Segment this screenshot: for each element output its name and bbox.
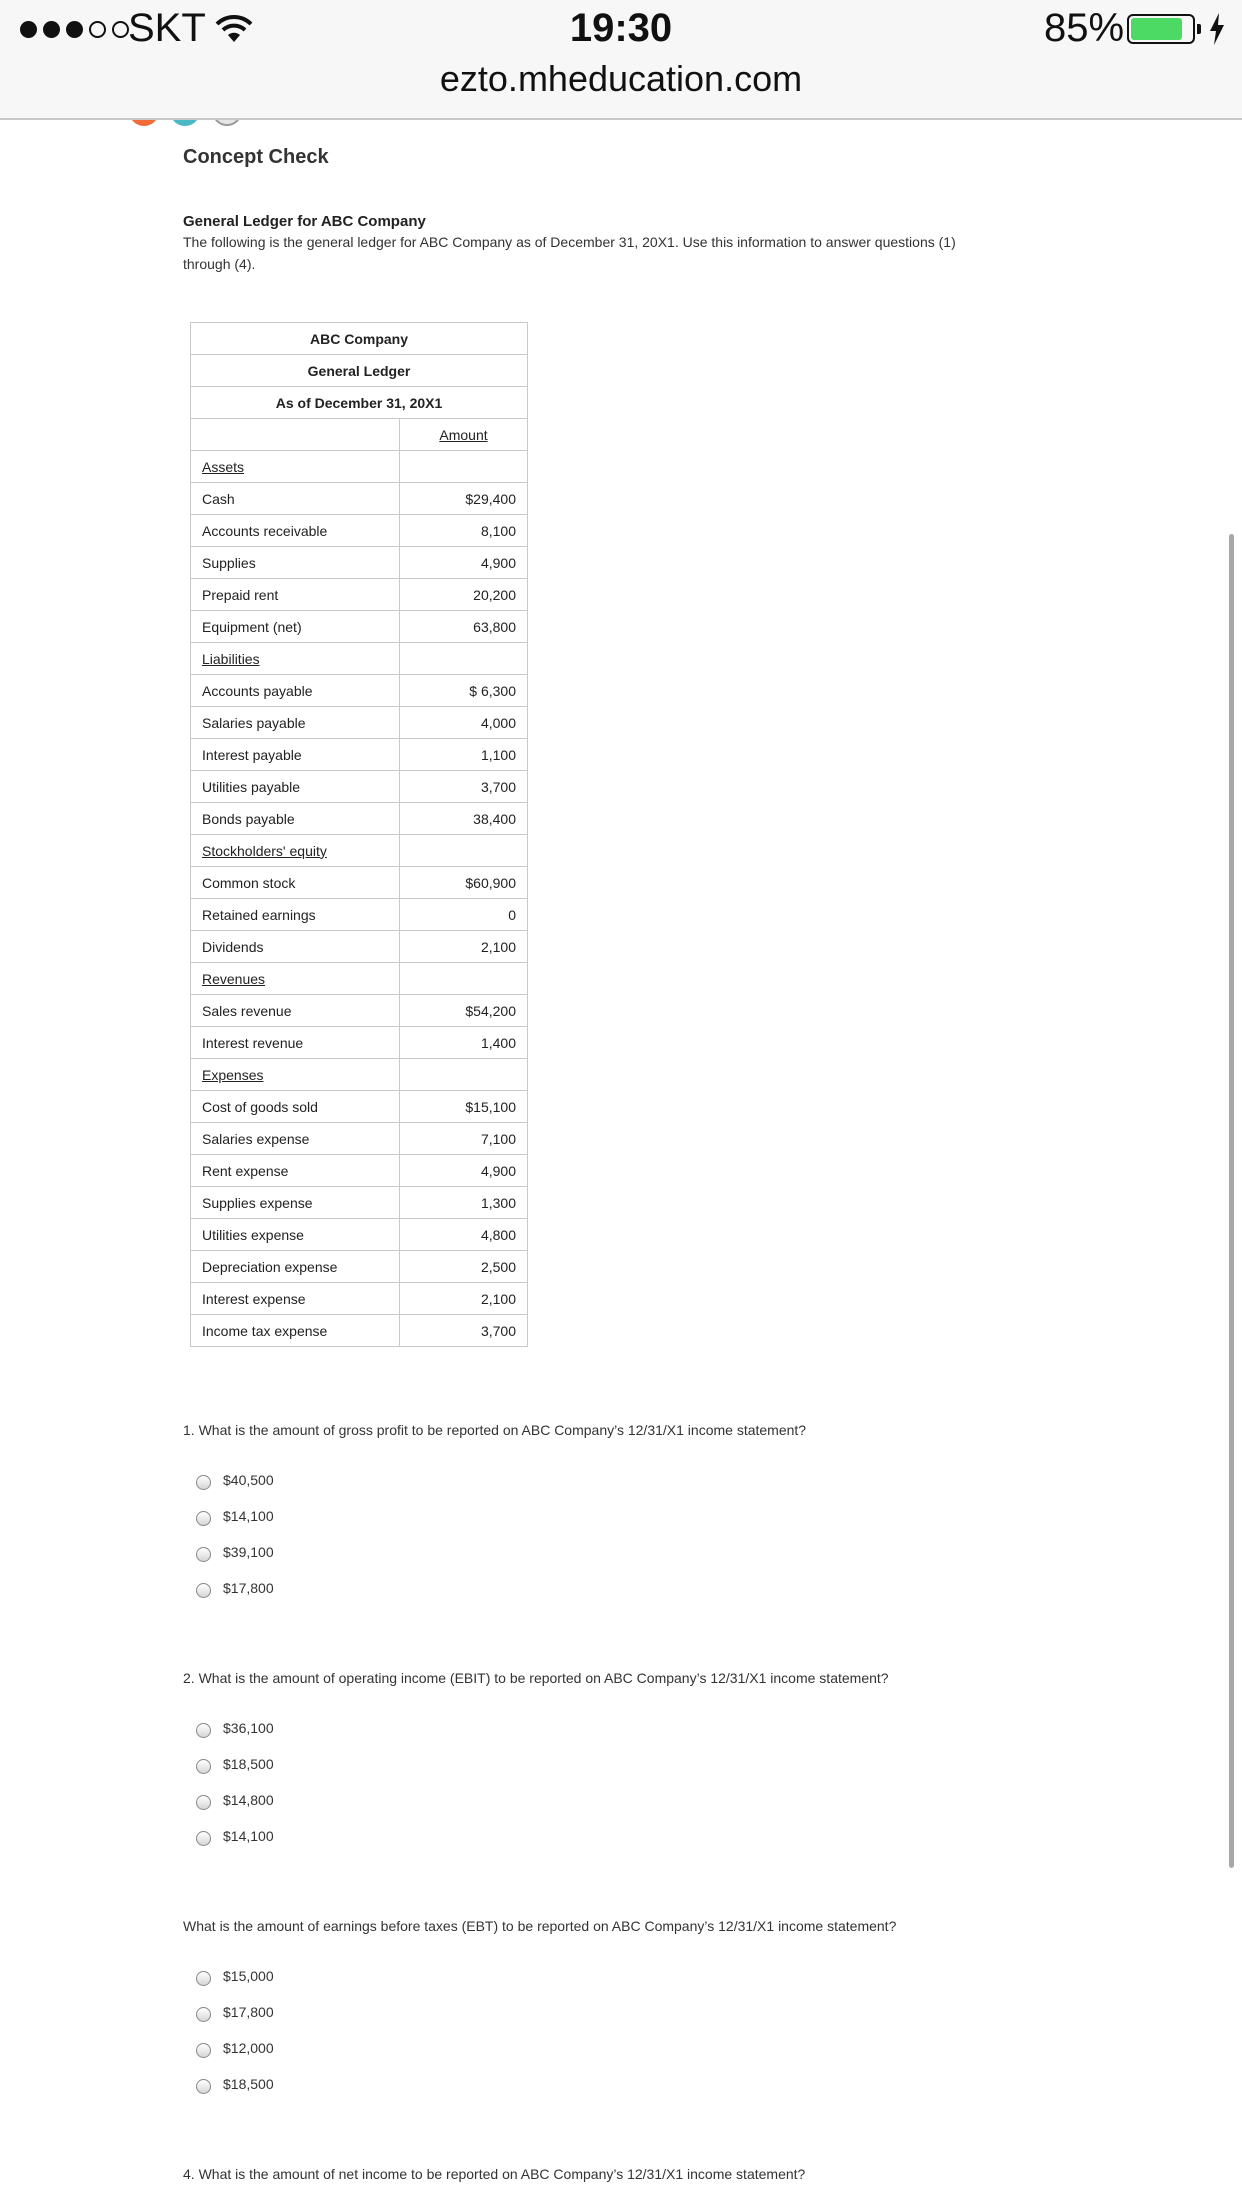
table-row — [191, 1123, 528, 1155]
account-name: Utilities payable — [191, 771, 400, 803]
account-amount — [400, 643, 528, 675]
option-label: $14,800 — [223, 1792, 274, 1808]
ledger-company: ABC Company — [191, 323, 528, 355]
question-text: 4. What is the amount of net income to be reported on ABC Company’s 12/31/X1 income statement? — [183, 2166, 806, 2182]
radio-button[interactable] — [196, 1759, 211, 1774]
radio-button[interactable] — [196, 2043, 211, 2058]
account-amount: 4,000 — [400, 707, 528, 739]
table-row — [191, 707, 528, 739]
section-label: Stockholders' equity — [191, 835, 400, 867]
table-row — [191, 675, 528, 707]
account-amount — [400, 835, 528, 867]
answer-option[interactable] — [196, 1958, 274, 1994]
account-name: Income tax expense — [191, 1315, 400, 1347]
table-row — [191, 835, 528, 867]
option-label: $17,800 — [223, 2004, 274, 2020]
table-row — [191, 899, 528, 931]
intro-text: The following is the general ledger for ABC Company as of December 31, 20X1. Use this information to answer questions (1) through (4). — [183, 234, 956, 272]
option-label: $17,800 — [223, 1580, 274, 1596]
answer-option[interactable] — [196, 1534, 274, 1570]
account-amount: 1,300 — [400, 1187, 528, 1219]
option-label: $39,100 — [223, 1544, 274, 1560]
table-row — [191, 451, 528, 483]
status-time: 19:30 — [569, 6, 673, 50]
radio-button[interactable] — [196, 1723, 211, 1738]
account-name: Utilities expense — [191, 1219, 400, 1251]
account-amount — [400, 1059, 528, 1091]
account-name: Accounts payable — [191, 675, 400, 707]
account-name: Salaries expense — [191, 1123, 400, 1155]
account-name: Prepaid rent — [191, 579, 400, 611]
table-row — [191, 611, 528, 643]
table-row — [191, 739, 528, 771]
section-label: Liabilities — [191, 643, 400, 675]
table-row — [191, 1059, 528, 1091]
account-amount: 3,700 — [400, 1315, 528, 1347]
account-amount: 4,900 — [400, 547, 528, 579]
scrollbar[interactable] — [1229, 534, 1234, 1868]
page-title: Concept Check — [183, 146, 329, 168]
account-name: Supplies — [191, 547, 400, 579]
account-amount: 2,100 — [400, 1283, 528, 1315]
table-header-row — [191, 355, 528, 387]
answer-options — [196, 1710, 274, 1854]
account-amount — [400, 963, 528, 995]
option-label: $14,100 — [223, 1828, 274, 1844]
account-amount: 1,400 — [400, 1027, 528, 1059]
answer-option[interactable] — [196, 1570, 274, 1606]
radio-button[interactable] — [196, 2079, 211, 2094]
account-name: Supplies expense — [191, 1187, 400, 1219]
account-amount: 4,800 — [400, 1219, 528, 1251]
option-label: $40,500 — [223, 1472, 274, 1488]
account-amount: $15,100 — [400, 1091, 528, 1123]
radio-button[interactable] — [196, 1971, 211, 1986]
question-text: What is the amount of earnings before taxes (EBT) to be reported on ABC Company’s 12/31/X1 income statement? — [183, 1918, 897, 1934]
wifi-icon — [214, 14, 254, 44]
ledger-heading: General Ledger for ABC Company — [183, 213, 426, 230]
table-row — [191, 867, 528, 899]
account-name: Cash — [191, 483, 400, 515]
answer-option[interactable] — [196, 1818, 274, 1854]
option-label: $36,100 — [223, 1720, 274, 1736]
table-row — [191, 483, 528, 515]
charging-bolt-icon — [1208, 13, 1226, 45]
account-amount: 1,100 — [400, 739, 528, 771]
question-text: 1. What is the amount of gross profit to be reported on ABC Company’s 12/31/X1 income statement? — [183, 1422, 807, 1438]
account-name: Common stock — [191, 867, 400, 899]
answer-option[interactable] — [196, 1710, 274, 1746]
ledger-date: As of December 31, 20X1 — [191, 387, 528, 419]
blank-header-cell — [191, 419, 400, 451]
account-amount: 8,100 — [400, 515, 528, 547]
account-name: Interest expense — [191, 1283, 400, 1315]
answer-option[interactable] — [196, 2030, 274, 2066]
carrier-name: SKT — [128, 6, 206, 50]
address-bar-url[interactable]: ezto.mheducation.com — [439, 58, 803, 99]
radio-button[interactable] — [196, 1475, 211, 1490]
answer-options — [196, 1958, 274, 2102]
account-amount: 7,100 — [400, 1123, 528, 1155]
account-amount: 4,900 — [400, 1155, 528, 1187]
table-row — [191, 1155, 528, 1187]
table-row — [191, 1283, 528, 1315]
table-row — [191, 643, 528, 675]
table-row — [191, 931, 528, 963]
answer-option[interactable] — [196, 2066, 274, 2102]
table-row — [191, 579, 528, 611]
radio-button[interactable] — [196, 2007, 211, 2022]
main-content — [183, 140, 1083, 275]
account-name: Interest payable — [191, 739, 400, 771]
section-label: Assets — [191, 451, 400, 483]
section-label: Revenues — [191, 963, 400, 995]
radio-button[interactable] — [196, 1547, 211, 1562]
answer-option[interactable] — [196, 1746, 274, 1782]
table-row — [191, 771, 528, 803]
battery-icon — [1127, 14, 1195, 44]
table-header-row — [191, 419, 528, 451]
account-name: Depreciation expense — [191, 1251, 400, 1283]
ledger-title: General Ledger — [191, 355, 528, 387]
section-label: Expenses — [191, 1059, 400, 1091]
answer-option[interactable] — [196, 1498, 274, 1534]
answer-options — [196, 1462, 274, 1606]
account-amount: $60,900 — [400, 867, 528, 899]
account-amount — [400, 451, 528, 483]
account-name: Bonds payable — [191, 803, 400, 835]
table-header-row — [191, 323, 528, 355]
account-amount: $54,200 — [400, 995, 528, 1027]
account-name: Accounts receivable — [191, 515, 400, 547]
radio-button[interactable] — [196, 1511, 211, 1526]
account-name: Salaries payable — [191, 707, 400, 739]
option-label: $14,100 — [223, 1508, 274, 1524]
account-amount: $29,400 — [400, 483, 528, 515]
table-row — [191, 1251, 528, 1283]
account-amount: 2,500 — [400, 1251, 528, 1283]
option-label: $12,000 — [223, 2040, 274, 2056]
general-ledger-table — [190, 322, 528, 1347]
battery-percent: 85% — [1044, 6, 1125, 50]
table-row — [191, 515, 528, 547]
question-text: 2. What is the amount of operating income (EBIT) to be reported on ABC Company’s 12/31/X1 income statement? — [183, 1670, 889, 1686]
cell-signal-icon — [20, 18, 129, 38]
account-amount: 20,200 — [400, 579, 528, 611]
table-row — [191, 1091, 528, 1123]
radio-button[interactable] — [196, 1831, 211, 1846]
answer-option[interactable] — [196, 1994, 274, 2030]
option-label: $18,500 — [223, 2076, 274, 2092]
table-row — [191, 995, 528, 1027]
account-name: Retained earnings — [191, 899, 400, 931]
radio-button[interactable] — [196, 1795, 211, 1810]
account-amount: 63,800 — [400, 611, 528, 643]
account-name: Interest revenue — [191, 1027, 400, 1059]
table-row — [191, 1027, 528, 1059]
answer-option[interactable] — [196, 1782, 274, 1818]
account-name: Rent expense — [191, 1155, 400, 1187]
table-row — [191, 547, 528, 579]
option-label: $15,000 — [223, 1968, 274, 1984]
table-row — [191, 803, 528, 835]
table-row — [191, 963, 528, 995]
option-label: $18,500 — [223, 1756, 274, 1772]
account-name: Cost of goods sold — [191, 1091, 400, 1123]
account-name: Equipment (net) — [191, 611, 400, 643]
table-row — [191, 1315, 528, 1347]
account-amount: 3,700 — [400, 771, 528, 803]
account-name: Sales revenue — [191, 995, 400, 1027]
answer-option[interactable] — [196, 1462, 274, 1498]
browser-top-bar — [0, 0, 1242, 120]
account-amount: 38,400 — [400, 803, 528, 835]
amount-column-header: Amount — [400, 419, 528, 451]
account-name: Dividends — [191, 931, 400, 963]
table-row — [191, 1219, 528, 1251]
account-amount: $ 6,300 — [400, 675, 528, 707]
radio-button[interactable] — [196, 1583, 211, 1598]
account-amount: 2,100 — [400, 931, 528, 963]
account-amount: 0 — [400, 899, 528, 931]
table-header-row — [191, 387, 528, 419]
table-row — [191, 1187, 528, 1219]
